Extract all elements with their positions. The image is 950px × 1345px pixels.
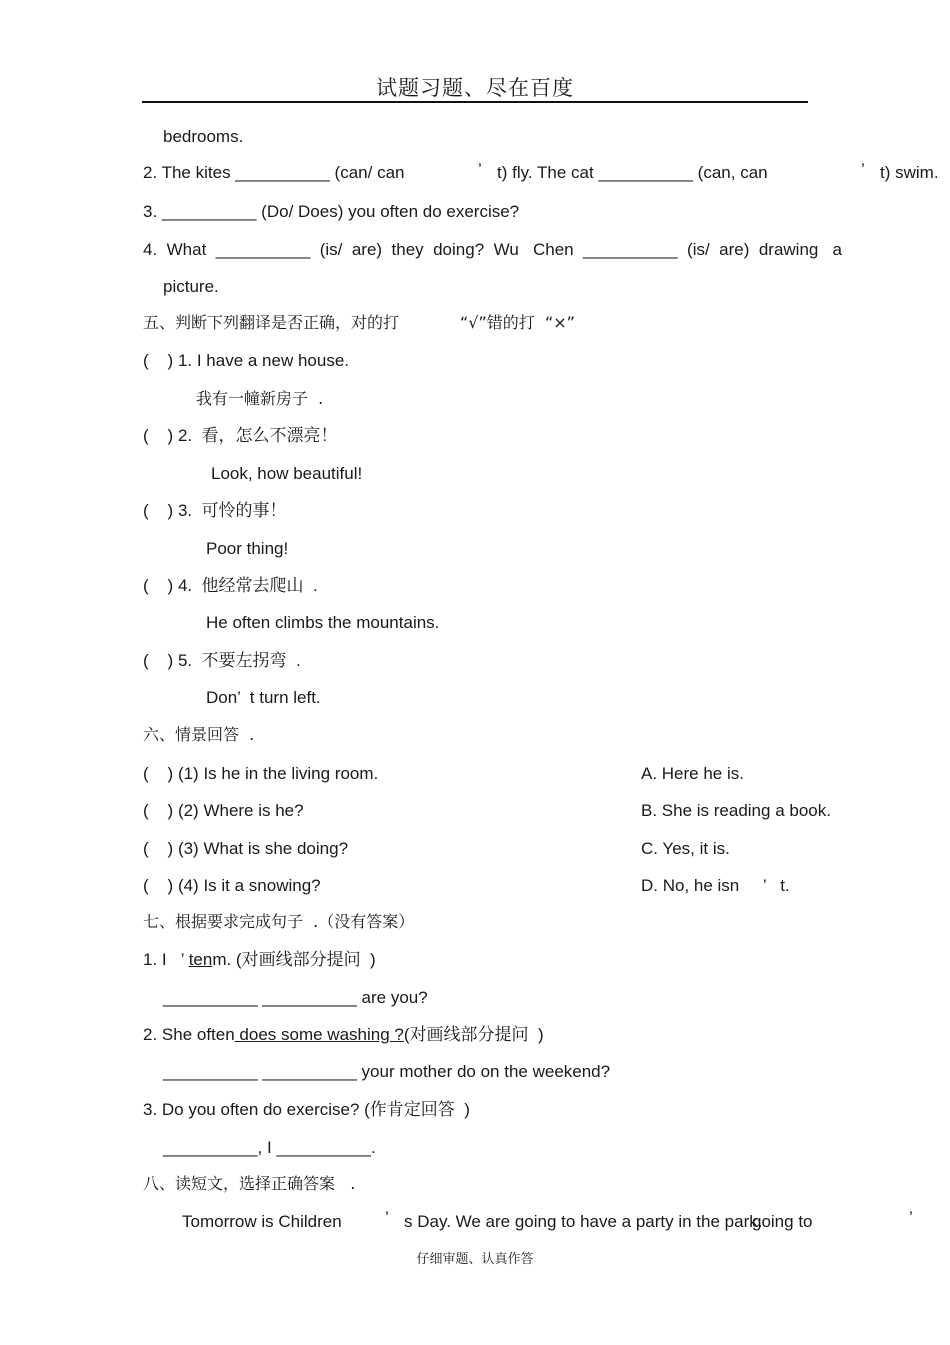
rewrite-q2-underlined: does some washing ?	[234, 1025, 404, 1044]
q2-part2: t) fly. The cat __________ (can, can	[497, 163, 768, 182]
judge-translation-1: 我有一幢新房子 .	[196, 389, 324, 408]
judge-item-4: ( ) 4. 他经常去爬山 .	[143, 576, 318, 595]
rewrite-q2-end: (对画线部分提问 )	[403, 1025, 544, 1044]
match-question-2: ( ) (2) Where is he?	[143, 801, 304, 820]
header-rule	[142, 101, 808, 103]
rewrite-q1-start: 1. I ’	[143, 950, 184, 969]
section6-title: 六、情景回答 .	[143, 725, 255, 744]
match-answer-a: A. Here he is.	[641, 764, 744, 783]
rewrite-q3: 3. Do you often do exercise? (作肯定回答 )	[143, 1100, 470, 1119]
q3: 3. __________ (Do/ Does) you often do exercise?	[143, 202, 520, 221]
passage-middle: s Day. We are going to have a party in the park.	[404, 1212, 763, 1231]
match-question-3: ( ) (3) What is she doing?	[143, 839, 349, 858]
judge-translation-5: Don’ t turn left.	[206, 688, 321, 707]
section5-title-marks: “√”错的打 “×”	[460, 313, 575, 332]
page-footer: 仔细审题、认真作答	[416, 1252, 534, 1267]
match-answer-b: B. She is reading a book.	[641, 801, 831, 820]
match-answer-d: D. No, he isn ’ t.	[641, 876, 790, 895]
match-question-1: ( ) (1) Is he in the living room.	[143, 764, 379, 783]
section5-title: 五、判断下列翻译是否正确，对的打	[143, 313, 400, 332]
judge-item-3: ( ) 3. 可怜的事！	[143, 501, 287, 520]
judge-translation-2: Look, how beautiful!	[211, 464, 363, 483]
rewrite-answer-3: __________, I __________.	[163, 1138, 376, 1157]
judge-item-1: ( ) 1. I have a new house.	[143, 351, 350, 370]
q4: 4. What __________ (is/ are) they doing? Wu Chen __________ (is/ are) drawing a	[143, 240, 842, 259]
passage-apostrophe1: ’	[385, 1208, 389, 1227]
passage-going-to: going to	[752, 1212, 813, 1231]
judge-item-2: ( ) 2. 看，怎么不漂亮！	[143, 426, 338, 445]
rewrite-q1-underlined: ten	[188, 950, 213, 969]
passage-start: Tomorrow is Children	[182, 1212, 342, 1231]
q2-part3: t) swim.	[880, 163, 939, 182]
judge-translation-4: He often climbs the mountains.	[206, 613, 440, 632]
rewrite-q1	[143, 950, 376, 970]
judge-translation-3: Poor thing!	[206, 539, 289, 558]
q2-part1: 2. The kites __________ (can/ can	[143, 163, 405, 182]
section8-title: 八、读短文，选择正确答案 .	[143, 1174, 356, 1193]
q2-apostrophe2: ’	[861, 160, 865, 179]
q1-continuation: bedrooms.	[163, 127, 244, 146]
q2-apostrophe1: ’	[478, 160, 482, 179]
rewrite-q2	[143, 1025, 544, 1045]
rewrite-q1-end: m. (对画线部分提问 )	[212, 950, 376, 969]
section7-title: 七、根据要求完成句子 .（没有答案）	[143, 912, 415, 931]
match-answer-c: C. Yes, it is.	[641, 839, 730, 858]
rewrite-answer-1: __________ __________ are you?	[163, 988, 428, 1007]
match-question-4: ( ) (4) Is it a snowing?	[143, 876, 321, 895]
rewrite-answer-2: __________ __________ your mother do on the weekend?	[163, 1062, 611, 1081]
judge-item-5: ( ) 5. 不要左拐弯 .	[143, 651, 301, 670]
rewrite-q2-start: 2. She often	[143, 1025, 235, 1044]
page-header: 试题习题、尽在百度	[376, 76, 574, 100]
passage-apostrophe2: ’	[909, 1208, 913, 1227]
q4-continuation: picture.	[163, 277, 219, 296]
